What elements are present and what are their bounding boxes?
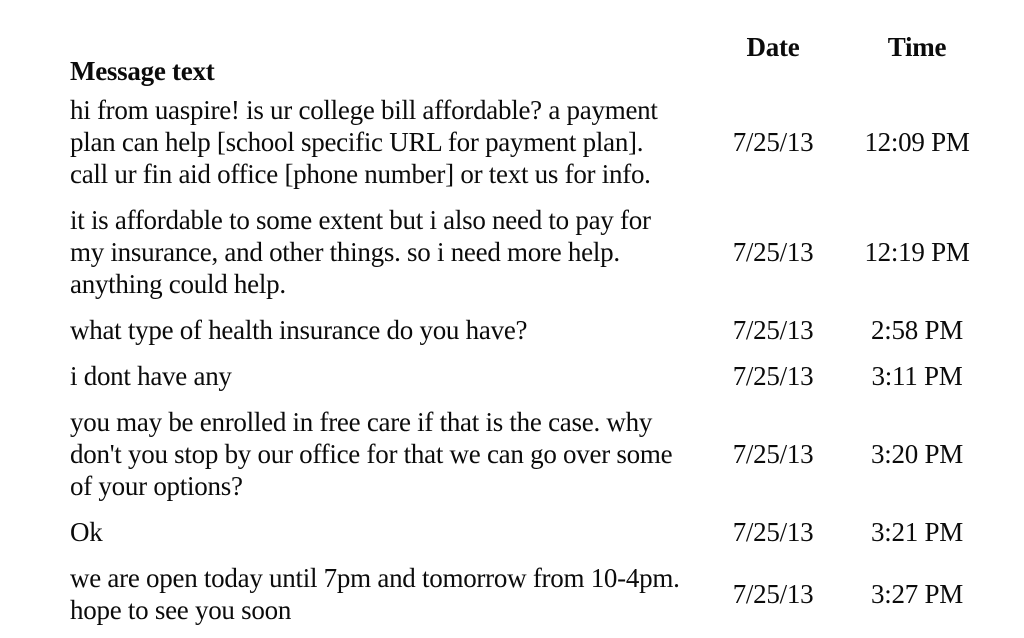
date-cell: 7/25/13 <box>732 127 814 157</box>
date-cell: 7/25/13 <box>732 579 814 609</box>
message-cell: Ok <box>70 517 103 547</box>
message-text-column-header: Message text <box>70 56 215 86</box>
message-cell: hi from uaspire! is ur college bill affordable? a payment plan can help [school specific URL for payment plan]. call ur fin aid office [phone number] or text us for info. <box>70 95 658 189</box>
table-row <box>70 197 977 307</box>
time-cell: 12:19 PM <box>864 237 970 267</box>
message-cell: you may be enrolled in free care if that is the case. why don't you stop by our office for that we can go over some of your options? <box>70 407 673 501</box>
time-cell: 3:21 PM <box>871 517 963 547</box>
date-cell: 7/25/13 <box>732 439 814 469</box>
time-cell: 3:11 PM <box>871 361 963 391</box>
table-row <box>70 87 977 197</box>
header-row <box>70 31 977 87</box>
time-cell: 2:58 PM <box>871 315 963 345</box>
time-cell: 12:09 PM <box>864 127 970 157</box>
table-row <box>70 353 977 399</box>
time-cell: 3:20 PM <box>871 439 963 469</box>
date-cell: 7/25/13 <box>732 517 814 547</box>
table-row <box>70 307 977 353</box>
message-cell: i dont have any <box>70 361 232 391</box>
table-row <box>70 555 977 633</box>
date-column-header: Date <box>746 32 800 62</box>
date-cell: 7/25/13 <box>732 315 814 345</box>
message-cell: what type of health insurance do you have? <box>70 315 528 345</box>
date-cell: 7/25/13 <box>732 361 814 391</box>
table-body <box>70 87 977 633</box>
time-column-header: Time <box>887 32 947 62</box>
table-row <box>70 399 977 509</box>
table-header <box>70 31 977 87</box>
message-cell: it is affordable to some extent but i also need to pay for my insurance, and other things. so i need more help. anything could help. <box>70 205 651 299</box>
message-log-table <box>70 31 977 633</box>
message-cell: we are open today until 7pm and tomorrow from 10-4pm. hope to see you soon <box>70 563 680 625</box>
time-cell: 3:27 PM <box>871 579 963 609</box>
date-cell: 7/25/13 <box>732 237 814 267</box>
table-row <box>70 509 977 555</box>
